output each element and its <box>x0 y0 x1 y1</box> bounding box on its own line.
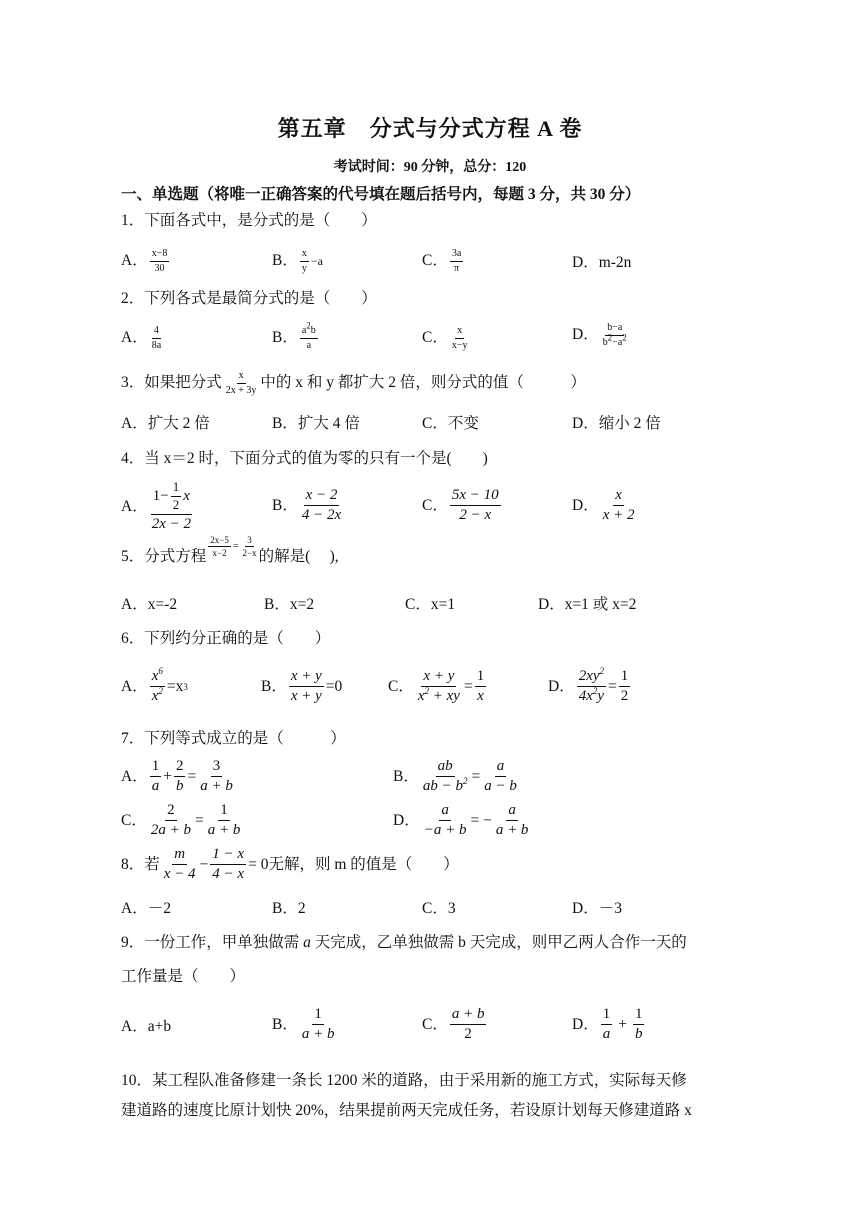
question-8-option-c: C．3 <box>422 900 456 917</box>
question-3-option-a: A．扩大 2 倍 <box>121 415 210 432</box>
question-4-option-a: A． 1− $\frac{1}{2}$ x 2x − 2 <box>121 479 191 532</box>
question-3-option-c: C．不变 <box>422 415 479 432</box>
question-6-option-c: C． $\frac{x + y}{x^2 + xy}$ = $\frac{1}{x}$ <box>388 668 485 705</box>
question-2-option-c: C． $\frac{x}{x-y}$ <box>422 325 468 351</box>
exam-info: 考试时间：90 分钟，总分：120 <box>333 160 527 175</box>
question-1-option-b: B． $\frac{x}{y}$ −a <box>272 248 323 274</box>
question-8-option-d: D．－3 <box>572 900 622 917</box>
question-5-option-d: D．x=1 或 x=2 <box>538 596 637 613</box>
question-7-option-c: C． $\frac{2}{2a + b}$ = $\frac{1}{a + b}$ <box>121 802 241 839</box>
question-8-stem: 8．若 $\frac{m}{x - 4}$ − $\frac{1 - x}{4 - x}$ = 0 无解，则 m 的值是（ ） <box>121 846 459 883</box>
question-8-option-b: B．2 <box>272 900 306 917</box>
question-3-option-d: D．缩小 2 倍 <box>572 415 661 432</box>
question-6-option-a: A． $\frac{x^6}{x^2}$ =x 3 <box>121 666 188 705</box>
question-1-option-c: C． $\frac{3a}{\pi}$ <box>422 248 462 274</box>
question-4-option-b: B． $\frac{x - 2}{4 - 2x}$ <box>272 487 342 524</box>
question-9-option-d: D． $\frac{1}{a}$ + $\frac{1}{b}$ <box>572 1006 643 1043</box>
question-7-option-a: A． $\frac{1}{a}$ + $\frac{2}{b}$ = $\frac{3}{a + b}$ <box>121 758 233 795</box>
question-10-line2: 建道路的速度比原计划快 20%，结果提前两天完成任务，若设原计划每天修建道路 x <box>121 1102 692 1119</box>
question-6-option-d: D． $\frac{2xy^2}{4x^2y}$ = $\frac{1}{2}$ <box>548 666 629 705</box>
question-1-stem: 1．下面各式中，是分式的是（ ） <box>121 212 377 229</box>
section-heading: 一、单选题（将唯一正确答案的代号填在题后括号内，每题 3 分，共 30 分） <box>121 186 641 203</box>
question-7-option-b: B． $\frac{ab}{ab - b^2}$ = $\frac{a}{a - b}$ <box>393 758 517 795</box>
question-7-option-d: D． $\frac{a}{-a + b}$ = − $\frac{a}{a + b}$ <box>393 802 529 839</box>
question-5-option-c: C．x=1 <box>405 596 456 613</box>
question-3-option-b: B．扩大 4 倍 <box>272 415 360 432</box>
question-4-stem: 4．当 x＝2 时，下面分式的值为零的只有一个是( ) <box>121 450 488 467</box>
question-1-option-d: D． m-2n <box>572 254 632 271</box>
question-5-option-a: A．x=-2 <box>121 596 178 613</box>
question-6-option-b: B． $\frac{x + y}{x + y}$ =0 <box>261 668 343 705</box>
question-3-stem: 3．如果把分式 $\frac{x}{2x + 3y}$ 中的 x 和 y 都扩大 2 倍，则分式的值（ ） <box>121 370 586 396</box>
question-10-line1: 10．某工程队准备修建一条长 1200 米的道路，由于采用新的施工方式，实际每天修 <box>121 1072 687 1089</box>
question-4-option-c: C． $\frac{5x - 10}{2 - x}$ <box>422 487 499 524</box>
question-2-option-a: A． $\frac{4}{8a}$ <box>121 325 162 351</box>
question-9-option-c: C． $\frac{a + b}{2}$ <box>422 1006 485 1043</box>
question-1-option-a: A． $\frac{x-8}{30}$ <box>121 248 168 274</box>
question-6-stem: 6．下列约分正确的是（ ） <box>121 630 331 647</box>
question-9-stem: 9．一份工作，甲单独做需 a 天完成，乙单独做需 b 天完成，则甲乙两人合作一天的 <box>121 934 687 951</box>
question-2-stem: 2．下列各式是最简分式的是（ ） <box>121 290 377 307</box>
question-9-option-a: A．a+b <box>121 1018 172 1035</box>
question-9-stem-line2: 工作量是（ ） <box>121 968 246 985</box>
question-7-stem: 7．下列等式成立的是（ ） <box>121 730 346 747</box>
question-8-option-a: A．－2 <box>121 900 171 917</box>
question-5-option-b: B．x=2 <box>264 596 315 613</box>
question-9-option-b: B． $\frac{1}{a + b}$ <box>272 1006 335 1043</box>
question-5-stem: 5．分式方程 $\frac{2x-5}{x-2}$ = $\frac{3}{2-x}$ 的解是( ), <box>121 535 339 565</box>
page-title: 第五章 分式与分式方程 A 卷 <box>277 116 583 141</box>
question-2-option-b: B． $\frac{a^2b}{a}$ <box>272 320 316 351</box>
question-4-option-d: D． $\frac{x}{x + 2}$ <box>572 487 635 524</box>
question-2-option-d: D． $\frac{b-a}{b^2-a^2}$ <box>572 322 627 348</box>
